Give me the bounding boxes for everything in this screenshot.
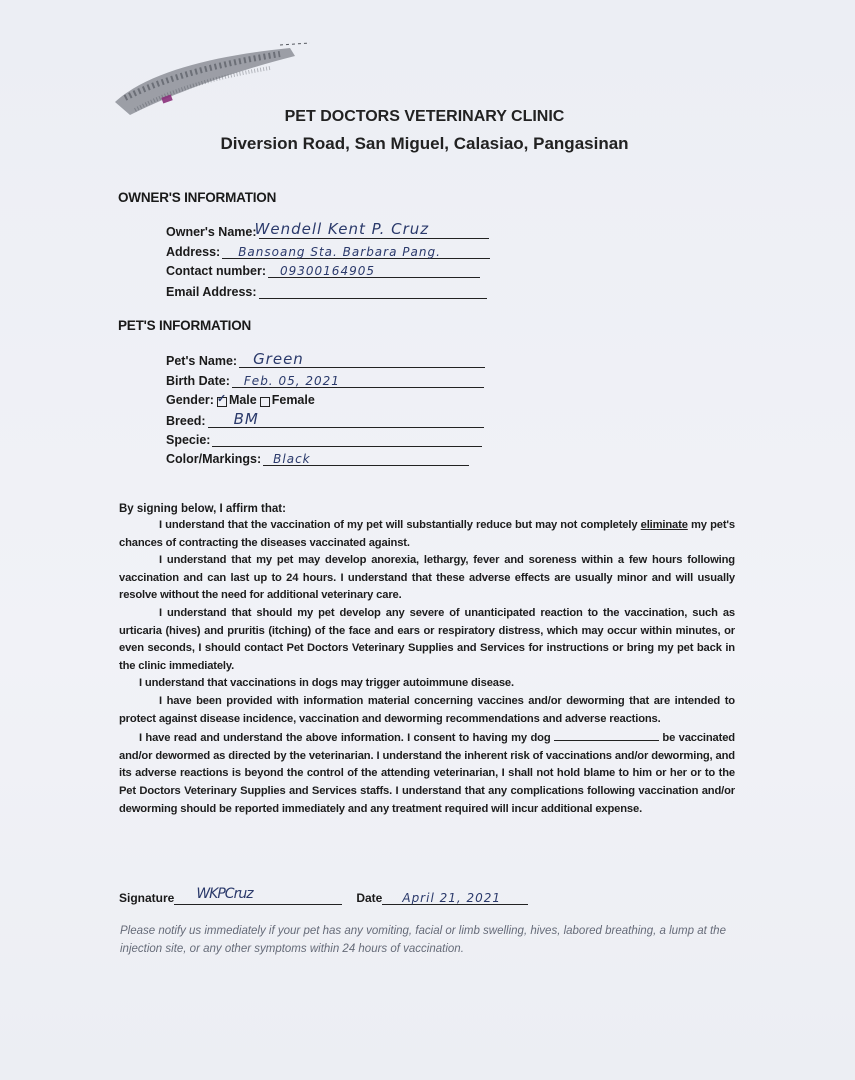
date-value: April 21, 2021 — [402, 891, 502, 905]
owner-name-label: Owner's Name: — [166, 225, 257, 239]
color-label: Color/Markings: — [166, 452, 262, 466]
pet-name-value: Green — [253, 350, 304, 368]
affirm-p1-end: my pet's chances of contracting the diseases vaccinated against. — [119, 519, 735, 549]
address-row — [166, 243, 490, 259]
owner-name-value: Wendell Kent P. Cruz — [254, 220, 430, 238]
specie-field[interactable] — [212, 431, 482, 447]
contact-row — [166, 262, 480, 278]
contact-field[interactable] — [268, 262, 480, 278]
breed-value: BM — [233, 410, 259, 428]
owner-name-row — [166, 220, 489, 239]
affirm-p6-end: be vaccinated and/or dewormed as directed by the veterinarian. I understand the inherent risk of vaccinations and/or deworming, and its adverse reactions is beyond the control of the attending veterinarian, I shall not hold blame to him or her or to the Pet Doctors Veterinary Supplies and Services staffs. I understand that any complications following vaccination and/or deworming should be reported immediately and any treatment required will incur additional expense. — [119, 732, 735, 815]
email-label: Email Address: — [166, 285, 257, 299]
affirm-p1-text: I understand that the vaccination of my pet will substantially reduce but may not completely — [159, 519, 638, 531]
color-row — [166, 450, 469, 466]
birth-date-row — [166, 372, 484, 388]
color-value: Black — [273, 452, 311, 466]
owner-section-heading: OWNER'S INFORMATION — [118, 190, 277, 205]
breed-label: Breed: — [166, 414, 206, 428]
clinic-name: PET DOCTORS VETERINARY CLINIC — [284, 108, 565, 125]
specie-row — [166, 431, 482, 447]
email-row — [166, 283, 487, 299]
signature-row — [119, 880, 528, 905]
color-field[interactable] — [263, 450, 469, 466]
pet-name-row — [166, 352, 485, 368]
affirm-p4: I understand that vaccinations in dogs may trigger autoimmune disease. — [139, 677, 514, 690]
pet-section-heading: PET'S INFORMATION — [118, 318, 252, 333]
signature-field[interactable] — [174, 880, 342, 905]
address-value: Bansoang Sta. Barbara Pang. — [238, 245, 441, 259]
contact-label: Contact number: — [166, 264, 266, 278]
pet-name-label: Pet's Name: — [166, 354, 238, 368]
signature-label: Signature — [119, 891, 175, 905]
affirm-body — [119, 517, 735, 818]
affirm-heading: By signing below, I affirm that: — [119, 503, 286, 515]
birth-date-field[interactable] — [232, 372, 484, 388]
dog-name-blank[interactable] — [554, 728, 659, 741]
address-label: Address: — [166, 245, 221, 259]
date-field[interactable] — [382, 884, 528, 905]
contact-value: 09300164905 — [280, 264, 375, 278]
affirm-p2: I understand that my pet may develop anorexia, lethargy, fever and soreness within a few hours following vaccination and can last up to 24 hours. I understand that these adverse effects are usually minor and will usually resolve without the need for additional veterinary care. — [119, 554, 735, 602]
affirm-p3: I understand that should my pet develop any severe of unanticipated reaction to the vaccination, such as urticaria (hives) and pruritis (itching) of the face and ears or respiratory distress, which may occur within minutes, or even seconds, I should contact Pet Doctors Veterinary Supplies and Services for instructions or bring my pet back in the clinic immediately. — [119, 606, 735, 672]
breed-field[interactable] — [208, 412, 484, 428]
signature-mark: WKPCruz — [196, 886, 253, 902]
female-label: Female — [271, 393, 315, 407]
breed-row — [166, 412, 484, 428]
pet-name-field[interactable] — [239, 352, 485, 368]
address-field[interactable] — [222, 243, 490, 259]
gender-row — [166, 393, 315, 407]
date-label: Date — [356, 891, 383, 905]
specie-label: Specie: — [166, 433, 211, 447]
gender-label: Gender: — [166, 393, 214, 407]
male-checkbox[interactable] — [217, 397, 227, 407]
affirm-p6 — [119, 728, 735, 818]
affirm-p5: I have been provided with information material concerning vaccines and/or deworming that are intended to protect against disease incidence, vaccination and deworming recommendations and adverse reactions. — [119, 694, 735, 725]
birth-date-label: Birth Date: — [166, 374, 230, 388]
email-field[interactable] — [259, 283, 487, 299]
birth-date-value: Feb. 05, 2021 — [243, 374, 340, 388]
female-checkbox[interactable] — [260, 397, 270, 407]
affirm-p1 — [119, 517, 735, 552]
affirm-p6-text: I have read and understand the above information. I consent to having my dog — [139, 732, 551, 745]
owner-name-field[interactable] — [254, 220, 489, 239]
notice-text: Please notify us immediately if your pet has any vomiting, facial or limb swelling, hives, labored breathing, a lump at the injection site, or any other symptoms within 24 hours of vaccination. — [120, 925, 726, 955]
clinic-address: Diversion Road, San Miguel, Calasiao, Pangasinan — [220, 134, 629, 153]
affirm-p1-underlined: eliminate — [640, 519, 688, 531]
male-label: Male — [228, 393, 257, 407]
